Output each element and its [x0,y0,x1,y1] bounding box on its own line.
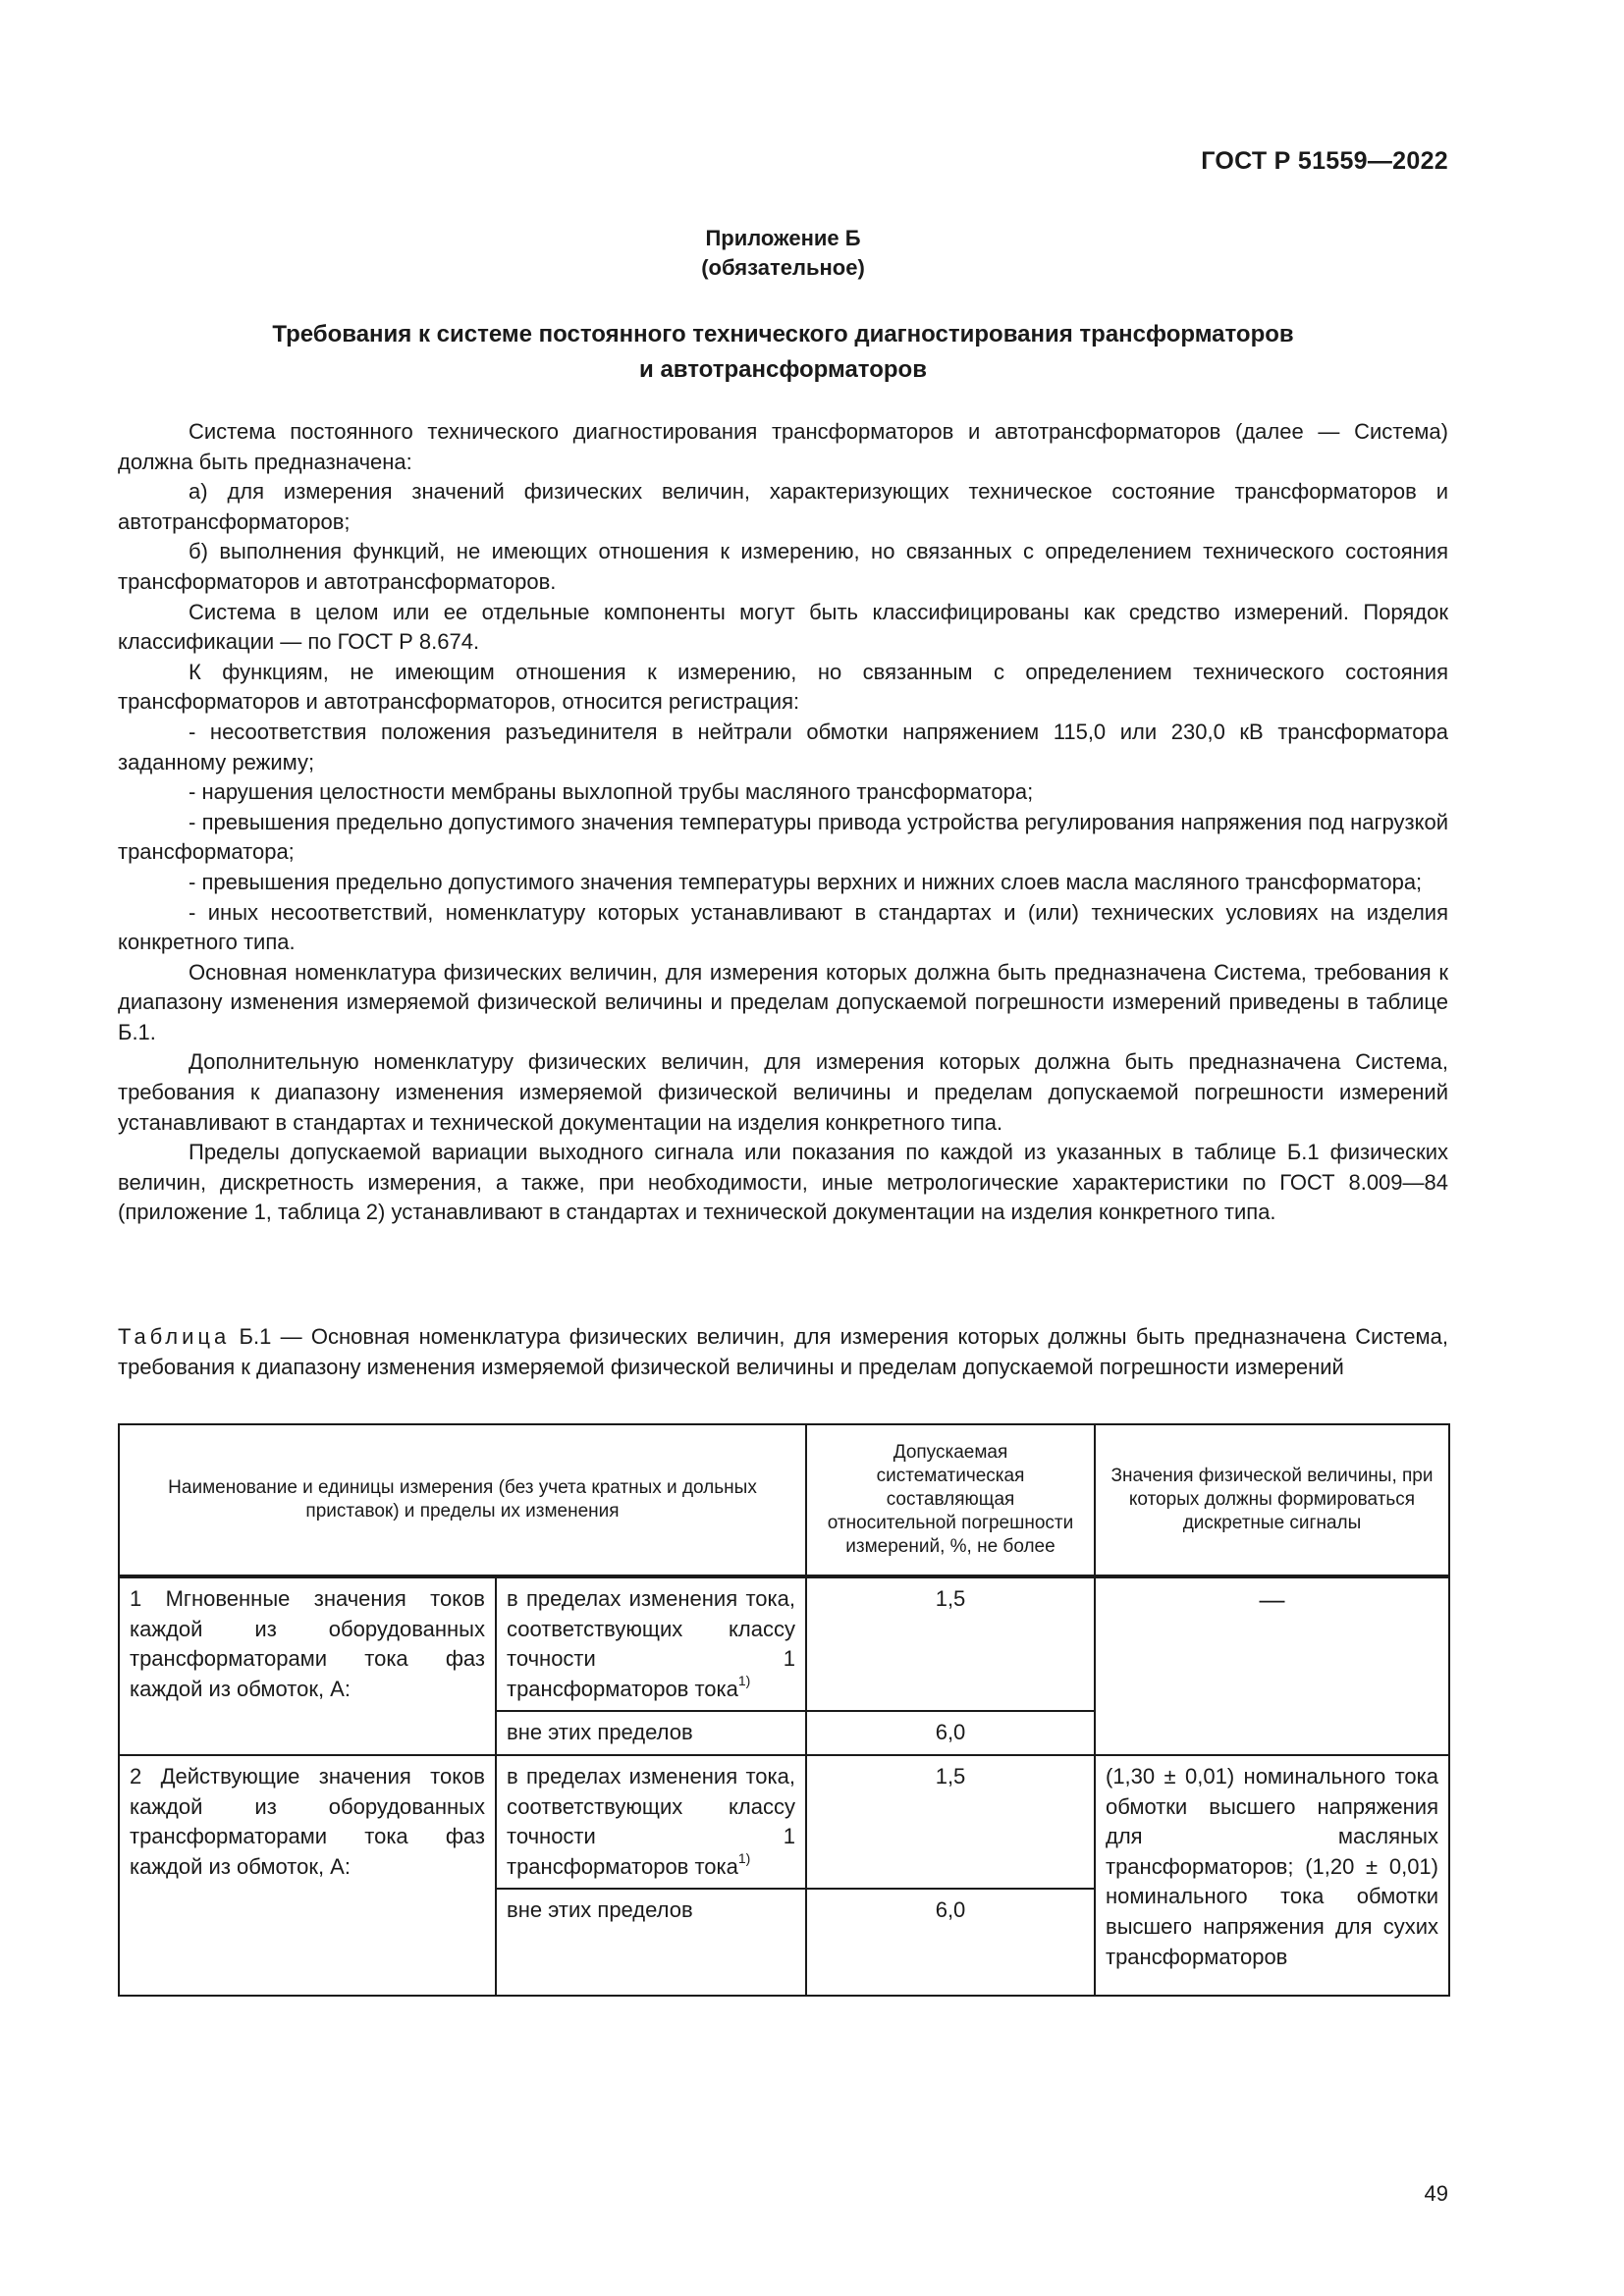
range-cell [496,1755,806,1889]
table-caption [118,1322,1448,1382]
range-cell: вне этих пределов [496,1889,806,1996]
table-row [119,1576,1449,1711]
appendix-status: (обязательное) [701,255,865,280]
list-item: - иных несоответствий, номенклатуру которых устанавливают в стандартах и (или) технических условиях на изделия конкретного типа. [118,899,1448,955]
section-title-line-2: и автотрансформаторов [639,356,927,383]
table-caption-text: Б.1 — Основная номенклатура физических величин, для измерения которых должны быть предназначена Система, требования к диапазону изменения измеряемой физической величины и пределам допускаемой погрешности измерений [118,1324,1448,1379]
section-title [118,317,1448,388]
range-cell [496,1576,806,1711]
range-cell: вне этих пределов [496,1711,806,1755]
document-page [118,0,1448,2296]
list-item: - превышения предельно допустимого значения температуры верхних и нижних слоев масла масляного трансформатора; [189,869,1423,894]
paragraph: Дополнительную номенклатуру физических величин, для измерения которых должна быть предназначена Система, требования к диапазону изменения измеряемой физической величины и пределам допускаемой погрешности измерений устанавливают в стандартах и технической документации на изделия конкретного типа. [118,1049,1448,1135]
table-header-row [119,1424,1449,1576]
appendix-title: Приложение Б [705,226,861,250]
page-number: 49 [1424,2181,1448,2206]
list-item: - несоответствия положения разъединителя в нейтрали обмотки напряжением 115,0 или 230,0 кВ трансформатора заданному режиму; [118,719,1448,774]
section-title-line-1: Требования к системе постоянного технического диагностирования трансформаторов [272,321,1294,347]
quantity-name-cell: 2 Действующие значения токов каждой из оборудованных трансформаторами тока фаз каждой из обмоток, А: [119,1755,496,1996]
paragraph: б) выполнения функций, не имеющих отношения к измерению, но связанных с определением технического состояния трансформаторов и автотрансформаторов. [118,539,1448,594]
table-caption-label: Таблица [118,1324,231,1349]
error-value-cell: 6,0 [806,1889,1095,1996]
paragraph: а) для измерения значений физических величин, характеризующих техническое состояние трансформаторов и автотрансформаторов; [118,479,1448,534]
header-systematic-error: Допускаемая систематическая составляющая относительной погрешности измерений, %, не более [806,1424,1095,1576]
list-item: - превышения предельно допустимого значения температуры привода устройства регулирования напряжения под нагрузкой трансформатора; [118,809,1448,865]
document-id: ГОСТ Р 51559—2022 [1201,147,1448,175]
quantity-name-cell: 1 Мгновенные значения токов каждой из оборудованных трансформаторами тока фаз каждой из обмоток, А: [119,1576,496,1755]
table-row [119,1755,1449,1889]
body-text [118,417,1448,1228]
paragraph: Пределы допускаемой вариации выходного сигнала или показания по каждой из указанных в таблице Б.1 физических величин, дискретность измерения, а также, при необходимости, иные метрологические характеристики по ГОСТ 8.009—84 (приложение 1, таблица 2) устанавливают в стандартах и технической документации на изделия конкретного типа. [118,1140,1448,1225]
error-value-cell: 6,0 [806,1711,1095,1755]
signal-value-cell: — [1095,1576,1449,1755]
list-item: - нарушения целостности мембраны выхлопной трубы масляного трансформатора; [189,779,1034,805]
paragraph: Система в целом или ее отдельные компоненты могут быть классифицированы как средство измерений. Порядок классификации — по ГОСТ Р 8.674. [118,599,1448,655]
range-text: в пределах изменения тока, соответствующих классу точности 1 трансформаторов тока [507,1586,795,1701]
header-name-units: Наименование и единицы измерения (без учета кратных и дольных приставок) и пределы их изменения [119,1424,806,1576]
footnote-mark: 1) [737,1850,751,1867]
header-signal-values: Значения физической величины, при которых должны формироваться дискретные сигналы [1095,1424,1449,1576]
signal-value-cell: (1,30 ± 0,01) номинального тока обмотки высшего напряжения для масляных трансформаторов; (1,20 ± 0,01) номинального тока обмотки высшего напряжения для сухих трансформаторов [1095,1755,1449,1996]
error-value-cell: 1,5 [806,1755,1095,1889]
paragraph: Система постоянного технического диагностирования трансформаторов и автотрансформаторов (далее — Система) должна быть предназначена: [118,419,1448,474]
footnote-mark: 1) [737,1673,751,1689]
range-text: в пределах изменения тока, соответствующих классу точности 1 трансформаторов тока [507,1763,795,1879]
paragraph: К функциям, не имеющим отношения к измерению, но связанным с определением технического состояния трансформаторов и автотрансформаторов, относится регистрация: [118,659,1448,715]
appendix-heading [118,224,1448,283]
requirements-table [118,1423,1450,1997]
paragraph: Основная номенклатура физических величин, для измерения которых должна быть предназначена Система, требования к диапазону изменения измеряемой физической величины и пределам допускаемой погрешности измерений приведены в таблице Б.1. [118,959,1448,1044]
error-value-cell: 1,5 [806,1576,1095,1711]
